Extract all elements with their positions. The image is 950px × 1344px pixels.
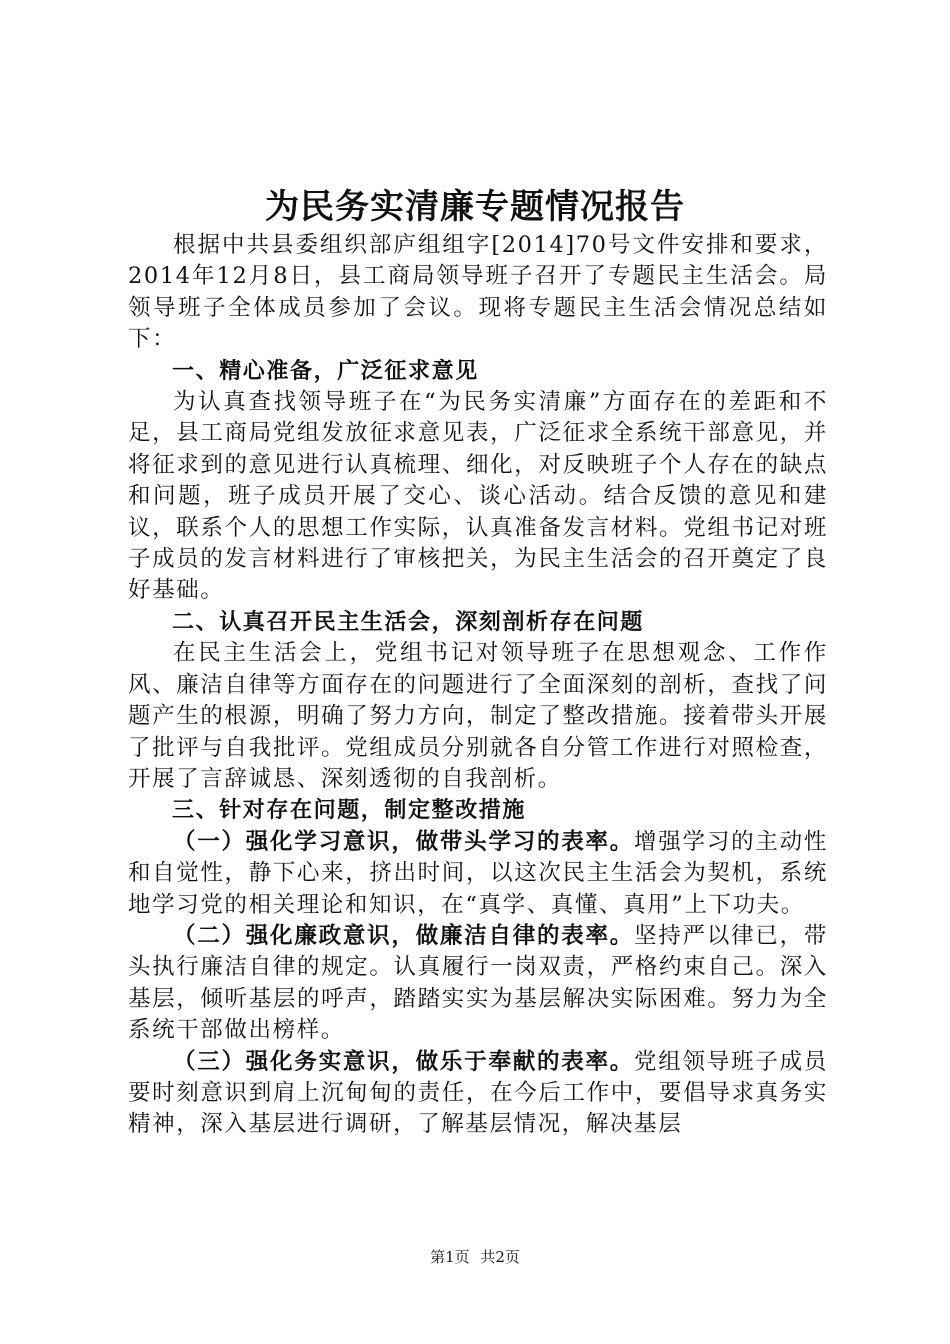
measure-2-lead: （二）强化廉政意识，做廉洁自律的表率。 xyxy=(173,922,635,949)
measure-3-text: 党组领导班子成员要时刻意识到肩上沉甸甸的责任，在今后工作中，要倡导求真务实精神，深入基层进行调研，了解基层情况，解决基层 xyxy=(128,1048,828,1138)
section-2-paragraph: 在民主生活会上，党组书记对领导班子在思想观念、工作作风、廉洁自律等方面存在的问题进行了全面深刻的剖析，查找了问题产生的根源，明确了努力方向，制定了整改措施。接着带头开展了批评与自我批评。党组成员分别就各自分管工作进行对照检查，开展了言辞诚恳、深刻透彻的自我剖析。 xyxy=(128,640,828,792)
page-current: 第1页 xyxy=(430,1248,470,1266)
section-1-paragraph: 为认真查找领导班子在“为民务实清廉”方面存在的差距和不足，县工商局党组发放征求意见表，广泛征求全系统干部意见，并将征求到的意见进行认真梳理、细化，对反映班子个人存在的缺点和问题，班子成员开展了交心、谈心活动。结合反馈的意见和建议，联系个人的思想工作实际，认真准备发言材料。党组书记对班子成员的发言材料进行了审核把关，为民主生活会的召开奠定了良好基础。 xyxy=(128,389,828,604)
section-2-heading: 二、认真召开民主生活会，深刻剖析存在问题 xyxy=(172,609,645,635)
section-1-heading: 一、精心准备，广泛征求意见 xyxy=(172,358,479,384)
document-body xyxy=(128,230,828,1141)
measure-3-paragraph xyxy=(128,1047,828,1141)
measure-1-text: 增强学习的主动性和自觉性，静下心来，挤出时间，以这次民主生活会为契机，系统地学习党的相关理论和知识，在“真学、真懂、真用”上下功夫。 xyxy=(128,828,828,918)
measure-2-paragraph xyxy=(128,921,828,1047)
measure-1-paragraph xyxy=(128,827,828,921)
measure-2-text: 坚持严以律已，带头执行廉洁自律的规定。认真履行一岗双责，严格约束自己。深入基层，倾听基层的呼声，踏踏实实为基层解决实际困难。努力为全系统干部做出榜样。 xyxy=(128,922,828,1044)
page-footer xyxy=(0,1246,950,1268)
measure-1-lead: （一）强化学习意识，做带头学习的表率。 xyxy=(173,828,635,855)
page-total: 共2页 xyxy=(480,1248,520,1266)
section-3-heading: 三、针对存在问题，制定整改措施 xyxy=(172,798,527,824)
document-title: 为民务实清廉专题情况报告 xyxy=(265,187,685,227)
measure-3-lead: （三）强化务实意识，做乐于奉献的表率。 xyxy=(173,1048,635,1075)
intro-paragraph: 根据中共县委组织部庐组组字[2014]70号文件安排和要求，2014年12月8日，县工商局领导班子召开了专题民主生活会。局领导班子全体成员参加了会议。现将专题民主生活会情况总结如下： xyxy=(128,232,828,353)
